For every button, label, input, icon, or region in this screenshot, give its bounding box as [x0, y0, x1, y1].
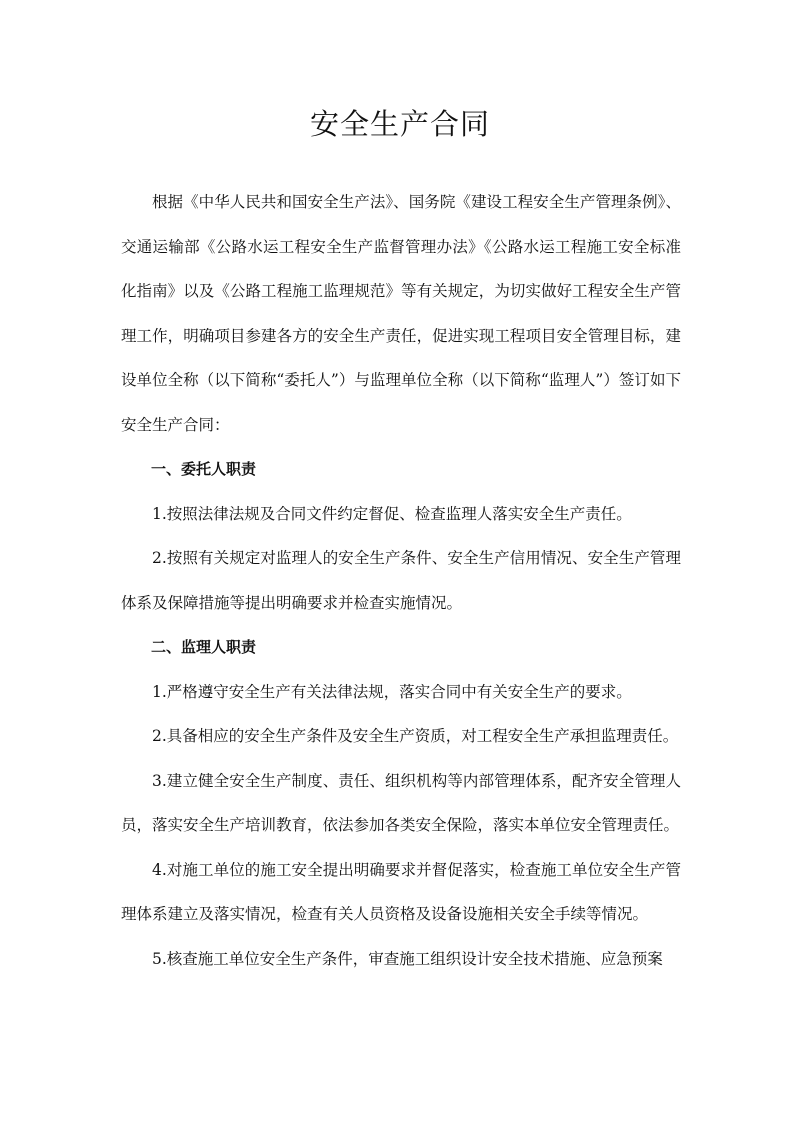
supervisor-duty-item-3: 3.建立健全安全生产制度、责任、组织机构等内部管理体系，配齐安全管理人员，落实安全生产培训教育，依法参加各类安全保险，落实本单位安全管理责任。	[121, 771, 681, 834]
intro-paragraph: 根据《中华人民共和国安全生产法》、国务院《建设工程安全生产管理条例》、交通运输部《公路水运工程安全生产监督管理办法》《公路水运工程施工安全标准化指南》以及《公路工程施工监理规范》等有关规定，为切实做好工程安全生产管理工作，明确项目参建各方的安全生产责任，促进实现工程项目安全管理目标，建设单位全称（以下简称“委托人”）与监理单位全称（以下简称“监理人”）签订如下安全生产合同：	[121, 193, 681, 434]
supervisor-duty-item-5: 5.核查施工单位安全生产条件，审查施工组织设计安全技术措施、应急预案	[152, 949, 663, 968]
client-duty-item-1: 1.按照法律法规及合同文件约定督促、检查监理人落实安全生产责任。	[152, 504, 632, 523]
supervisor-duty-item-2: 2.具备相应的安全生产条件及安全生产资质，对工程安全生产承担监理责任。	[152, 727, 679, 745]
document-body	[121, 180, 681, 981]
client-duty-item-2: 2.按照有关规定对监理人的安全生产条件、安全生产信用情况、安全生产管理体系及保障措施等提出明确要求并检查实施情况。	[121, 549, 681, 612]
supervisor-duty-item-1: 1.严格遵守安全生产有关法律法规，落实合同中有关安全生产的要求。	[152, 682, 632, 701]
section-heading-supervisor-duties: 二、监理人职责	[151, 638, 257, 656]
section-heading-client-duties: 一、委托人职责	[151, 460, 257, 478]
document-title: 安全生产合同	[309, 107, 490, 141]
supervisor-duty-item-4: 4.对施工单位的施工安全提出明确要求并督促落实，检查施工单位安全生产管理体系建立及落实情况，检查有关人员资格及设备设施相关安全手续等情况。	[121, 860, 681, 923]
